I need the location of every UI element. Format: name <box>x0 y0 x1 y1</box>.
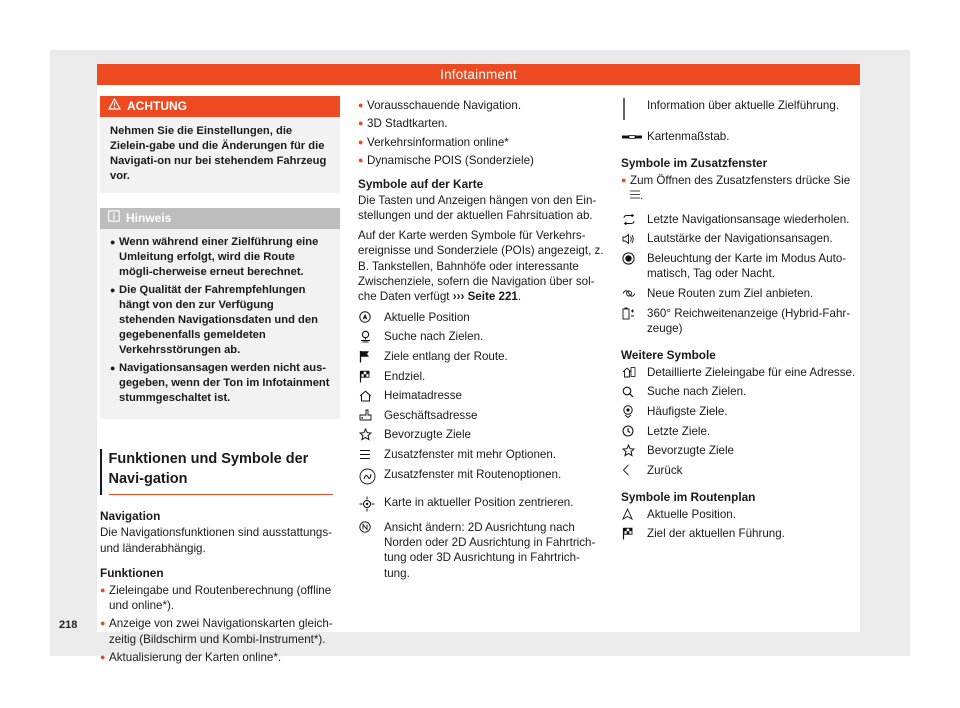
symbol-row: 360° Reichweitenanzeige (Hybrid-Fahr-zeuge) <box>621 306 861 337</box>
page-header: Infotainment <box>97 64 860 85</box>
info-icon <box>108 208 120 229</box>
symbol-row: Häufigste Ziele. <box>621 404 861 419</box>
funktion-item: ● 3D Stadtkarten. <box>358 116 604 131</box>
funktion-item: ● Aktualisierung der Karten online*. <box>100 650 340 665</box>
position-arrow-icon <box>621 507 647 522</box>
star-icon <box>621 443 647 458</box>
symbol-row: Detaillierte Zieleingabe für eine Adresse. <box>621 365 861 380</box>
frequent-destinations-icon <box>621 404 647 419</box>
menu-icon <box>630 188 640 203</box>
volume-icon <box>621 231 647 246</box>
page-link[interactable]: ››› Seite 221 <box>452 290 518 304</box>
navigation-heading: Navigation <box>100 509 161 523</box>
karte-text-1: Die Tasten und Anzeigen hängen von den Ein-stellungen und der aktuellen Fahrsituation ab. <box>358 194 597 223</box>
section-title-bar <box>100 449 102 495</box>
search-destination-icon <box>358 329 384 344</box>
symbol-row: Ziele entlang der Route. <box>358 349 604 364</box>
map-lighting-icon <box>621 251 647 266</box>
symbol-row: Letzte Ziele. <box>621 424 861 439</box>
section-title-block <box>100 449 340 495</box>
funktion-item: ● Anzeige von zwei Navigationskarten gleich-zeitig (Bildschirm und Kombi-Instrument*). <box>100 616 340 647</box>
warning-text: Nehmen Sie die Einstellungen, die Zielein-gabe und die Änderungen für die Navigati-on nur bei stehendem Fahrzeug vor. <box>110 125 327 182</box>
funktion-item: ● Vorausschauende Navigation. <box>358 98 604 113</box>
warning-label: ACHTUNG <box>127 99 187 113</box>
symbol-row: Ansicht ändern: 2D Ausrichtung nach Norden oder 2D Ausrichtung in Fahrtrich-tung oder 3D Ausrichtung in Fahrtrich-tung. <box>358 520 604 582</box>
compass-icon <box>358 520 384 535</box>
warning-header <box>100 96 340 117</box>
symbol-row: Information über aktuelle Zielführung. <box>621 98 861 120</box>
warning-box <box>100 96 340 193</box>
symbol-row: Beleuchtung der Karte im Modus Auto-matisch, Tag oder Nacht. <box>621 251 861 282</box>
note-item: ● Die Qualität der Fahrempfehlungen hängt von den zur Verfügung stehenden Navigationsdaten und den gegebenenfalls gemeldeten Verkehrsstörungen ab. <box>110 283 330 358</box>
routenplan-heading: Symbole im Routenplan <box>621 490 756 505</box>
symbol-row: Letzte Navigationsansage wiederholen. <box>621 212 861 227</box>
funktion-item: ● Zieleingabe und Routenberechnung (offline und online*). <box>100 583 340 614</box>
column-right <box>621 98 861 546</box>
symbol-row: Karte in aktueller Position zentrieren. <box>358 495 604 513</box>
symbol-row: Suche nach Zielen. <box>621 384 861 399</box>
karte-heading: Symbole auf der Karte <box>358 176 484 191</box>
recent-destinations-icon <box>621 424 647 439</box>
home-icon <box>358 388 384 403</box>
symbol-row: Heimatadresse <box>358 388 604 403</box>
current-position-icon <box>358 310 384 325</box>
back-icon <box>621 463 647 478</box>
vertical-line-icon <box>621 98 647 120</box>
funktion-item: ● Dynamische POIS (Sonderziele) <box>358 153 604 168</box>
note-item: ● Navigationsansagen werden nicht aus-gegeben, wenn der Ton im Infotainment stummgeschaltet ist. <box>110 361 330 406</box>
symbol-row: Ziel der aktuellen Führung. <box>621 526 861 541</box>
symbol-row: Neue Routen zum Ziel anbieten. <box>621 286 861 301</box>
note-label: Hinweis <box>126 211 172 225</box>
search-icon <box>621 384 647 399</box>
warning-triangle-icon <box>108 96 121 117</box>
symbol-row: Aktuelle Position. <box>621 507 861 522</box>
zusatz-heading: Symbole im Zusatzfenster <box>621 156 768 171</box>
flag-icon <box>358 349 384 364</box>
menu-icon <box>358 447 384 462</box>
page-number: 218 <box>59 619 78 631</box>
star-icon <box>358 427 384 442</box>
symbol-row: Bevorzugte Ziele <box>621 443 861 458</box>
address-input-icon <box>621 365 647 380</box>
scale-bar-icon <box>621 129 647 144</box>
funktion-item: ● Verkehrsinformation online* <box>358 135 604 150</box>
note-body <box>100 229 340 419</box>
range-icon <box>621 306 647 321</box>
new-routes-icon <box>621 286 647 301</box>
column-middle <box>358 98 604 585</box>
symbol-row: Lautstärke der Navigationsansagen. <box>621 231 861 246</box>
symbol-row: Kartenmaßstab. <box>621 129 861 144</box>
route-options-icon <box>358 467 384 487</box>
note-header <box>100 208 340 229</box>
zusatz-intro: ● Zum Öffnen des Zusatzfensters drücke Sie . <box>621 173 861 204</box>
symbol-row: Suche nach Zielen. <box>358 329 604 344</box>
note-box <box>100 208 340 419</box>
column-left <box>100 96 340 669</box>
checkered-flag-icon <box>358 369 384 384</box>
business-address-icon <box>358 408 384 423</box>
karte-text-2: Auf der Karte werden Symbole für Verkehrs-ereignisse und Sonderziele (POIs) angezeigt, z. B. Tankstellen, Bahnhöfe oder interessante Zwischenziele, sofern die Navigation über sol-che Daten verfügt ››› Seite 221. <box>358 228 604 304</box>
checkered-flag-icon <box>621 526 647 541</box>
symbol-row: Zurück <box>621 463 861 478</box>
symbol-row: Zusatzfenster mit mehr Optionen. <box>358 447 604 462</box>
weitere-heading: Weitere Symbole <box>621 348 716 363</box>
symbol-row: Geschäftsadresse <box>358 408 604 423</box>
symbol-row: Aktuelle Position <box>358 310 604 325</box>
symbol-row: Bevorzugte Ziele <box>358 427 604 442</box>
symbol-row: Endziel. <box>358 369 604 384</box>
center-position-icon <box>358 495 384 513</box>
section-title: Funktionen und Symbole der Navi-gation <box>108 451 309 487</box>
funktionen-heading: Funktionen <box>100 566 164 581</box>
note-item: ● Wenn während einer Zielführung eine Umleitung erfolgt, wird die Route mögli-cherweise erneut berechnet. <box>110 235 330 280</box>
repeat-announcement-icon <box>621 212 647 227</box>
navigation-text: Die Navigationsfunktionen sind ausstattungs- und länderabhängig. <box>100 526 333 555</box>
symbol-row: Zusatzfenster mit Routenoptionen. <box>358 467 604 487</box>
